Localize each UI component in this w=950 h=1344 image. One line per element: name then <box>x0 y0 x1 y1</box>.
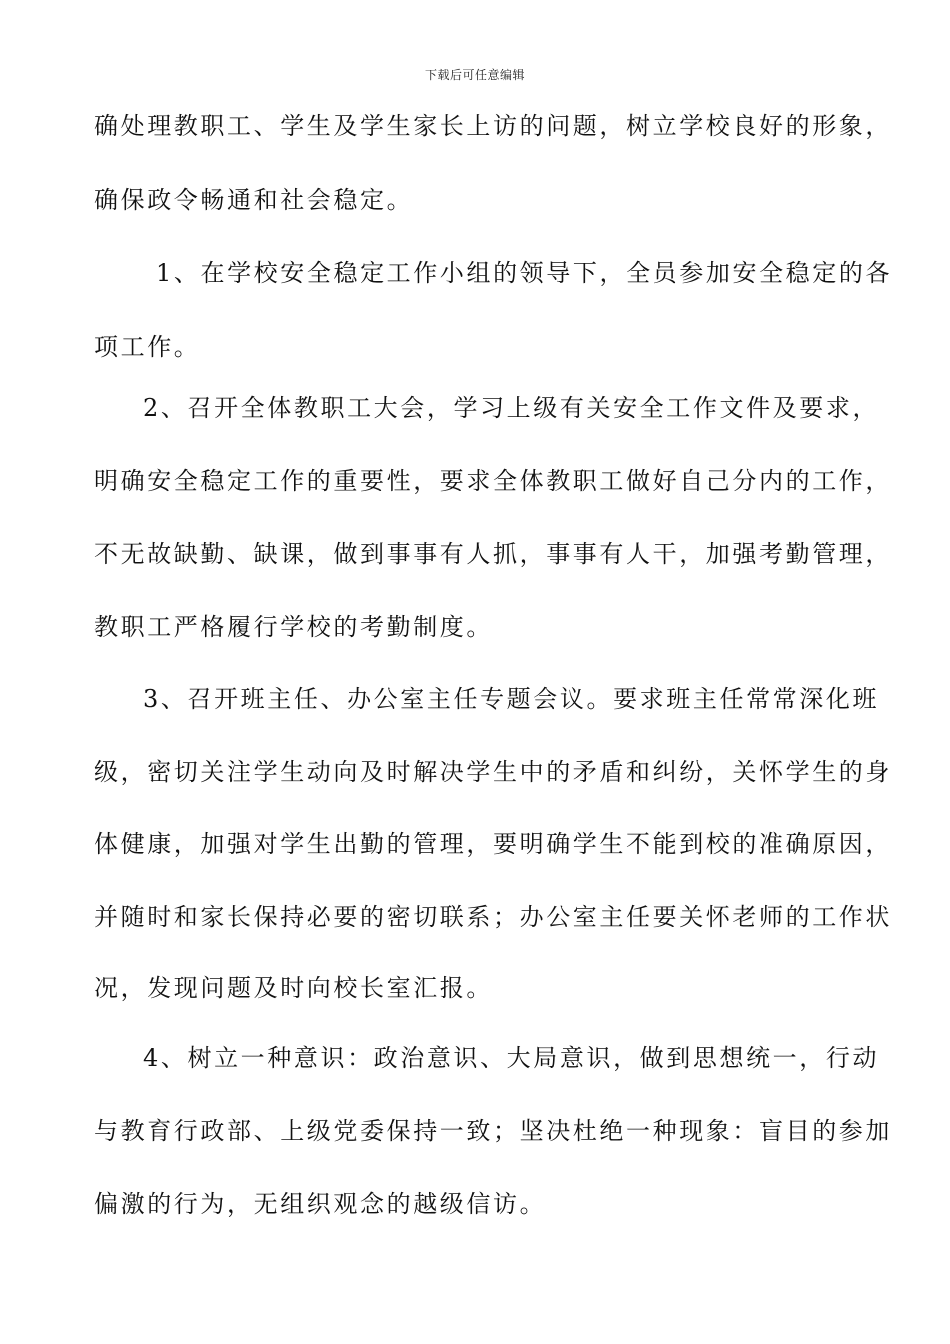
paragraph-line: 4、树立一种意识：政治意识、大局意识，做到思想统一，行动 <box>143 1044 880 1072</box>
paragraph-line: 级，密切关注学生动向及时解决学生中的矛盾和纠纷，关怀学生的身 <box>94 758 892 786</box>
paragraph-line: 并随时和家长保持必要的密切联系；办公室主任要关怀老师的工作状 <box>94 903 892 931</box>
paragraph-line: 偏激的行为，无组织观念的越级信访。 <box>94 1190 547 1218</box>
paragraph-line: 况，发现问题及时向校长室汇报。 <box>94 974 493 1002</box>
page-header: 下载后可任意编辑 <box>424 68 525 82</box>
paragraph-line: 不无故缺勤、缺课，做到事事有人抓，事事有人干，加强考勤管理， <box>94 540 892 568</box>
paragraph-line: 教职工严格履行学校的考勤制度。 <box>94 613 493 641</box>
paragraph-line: 3、召开班主任、办公室主任专题会议。要求班主任常常深化班 <box>143 685 880 713</box>
paragraph-line: 项工作。 <box>94 333 201 361</box>
paragraph-line: 与教育行政部、上级党委保持一致；坚决杜绝一种现象：盲目的参加 <box>94 1117 892 1145</box>
paragraph-line: 明确安全稳定工作的重要性，要求全体教职工做好自己分内的工作， <box>94 467 892 495</box>
paragraph-line: 体健康，加强对学生出勤的管理，要明确学生不能到校的准确原因， <box>94 830 892 858</box>
paragraph-line: 确保政令畅通和社会稳定。 <box>94 186 414 214</box>
paragraph-line: 2、召开全体教职工大会，学习上级有关安全工作文件及要求， <box>143 394 880 422</box>
paragraph-line: 确处理教职工、学生及学生家长上访的问题，树立学校良好的形象， <box>94 112 892 140</box>
paragraph-line: 1、在学校安全稳定工作小组的领导下，全员参加安全稳定的各 <box>156 259 893 287</box>
